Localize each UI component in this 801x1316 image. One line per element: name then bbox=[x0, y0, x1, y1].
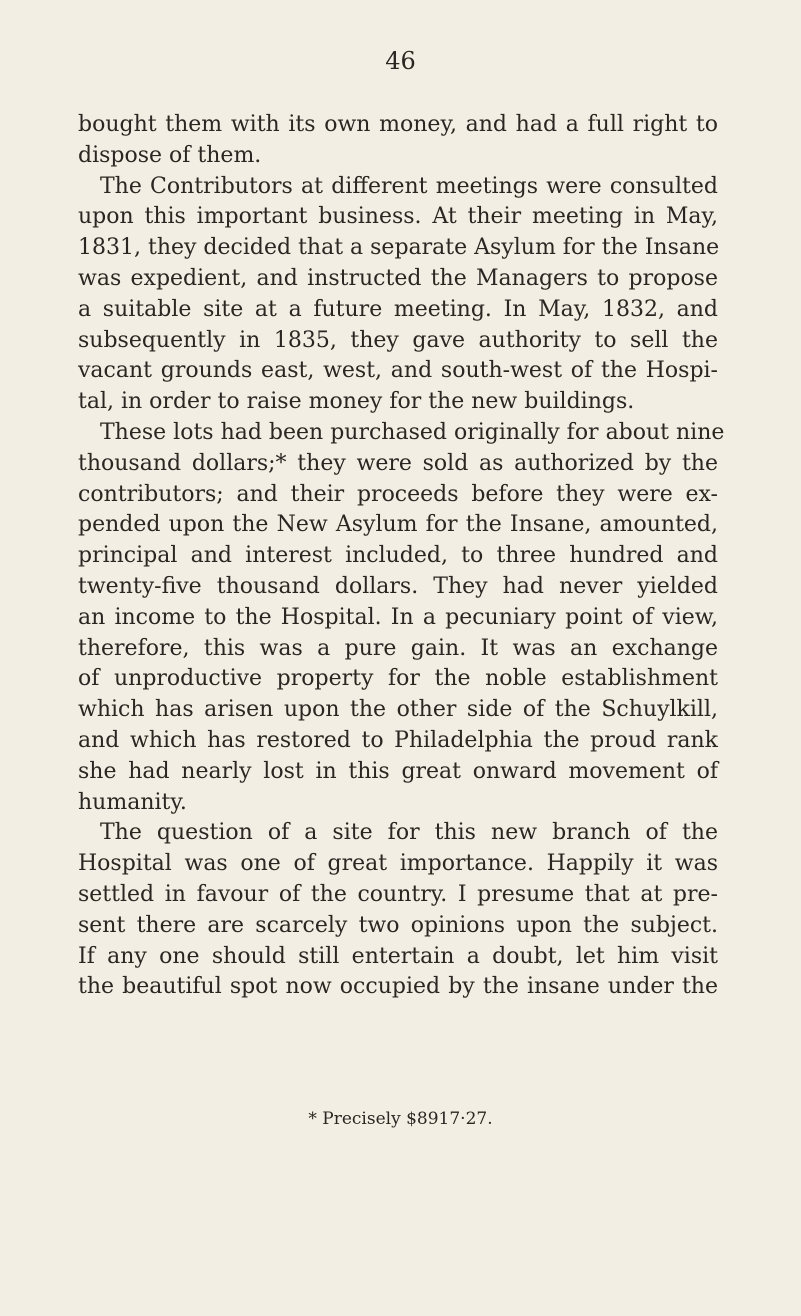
page-number: 46 bbox=[385, 47, 416, 75]
text-line: 1831, they decided that a separate Asylum for the Insane bbox=[78, 235, 720, 261]
text-line: therefore, this was a pure gain. It was an exchange bbox=[78, 635, 718, 661]
text-line: twenty-five thousand dollars. They had never yielded bbox=[78, 573, 718, 599]
text-line: was expedient, and instructed the Managers to propose bbox=[78, 265, 718, 291]
text-line: These lots had been purchased originally for about nine bbox=[100, 419, 725, 445]
footnote: * Precisely $8917·27. bbox=[308, 1109, 493, 1129]
text-line: an income to the Hospital. In a pecuniary point of view, bbox=[78, 604, 718, 630]
text-line: the beautiful spot now occupied by the insane under the bbox=[78, 974, 718, 1000]
text-line: tal, in order to raise money for the new buildings. bbox=[78, 389, 635, 415]
text-line: contributors; and their proceeds before they were ex- bbox=[78, 481, 718, 507]
text-line: Hospital was one of great importance. Happily it was bbox=[78, 851, 718, 877]
text-line: pended upon the New Asylum for the Insane, amounted, bbox=[78, 512, 718, 538]
text-line: a suitable site at a future meeting. In May, 1832, and bbox=[78, 296, 718, 322]
text-line: of unproductive property for the noble establishment bbox=[78, 666, 718, 692]
text-line: If any one should still entertain a doubt, let him visit bbox=[78, 943, 718, 969]
text-line: dispose of them. bbox=[78, 142, 262, 168]
text-line: subsequently in 1835, they gave authority to sell the bbox=[78, 327, 718, 353]
text-line: settled in favour of the country. I presume that at pre- bbox=[78, 881, 718, 907]
text-line: upon this important business. At their meeting in May, bbox=[78, 204, 718, 230]
text-line: which has arisen upon the other side of the Schuylkill, bbox=[78, 697, 718, 723]
body-text bbox=[78, 110, 725, 1003]
text-line: bought them with its own money, and had a full right to bbox=[78, 112, 718, 137]
text-line: principal and interest included, to three hundred and bbox=[78, 543, 718, 569]
text-line: vacant grounds east, west, and south-west of the Hospi- bbox=[78, 358, 718, 384]
text-line: sent there are scarcely two opinions upon the subject. bbox=[78, 912, 718, 938]
text-line: humanity. bbox=[78, 789, 187, 815]
text-line: thousand dollars;* they were sold as authorized by the bbox=[78, 450, 718, 476]
text-line: she had nearly lost in this great onward movement of bbox=[78, 758, 718, 784]
text-line: and which has restored to Philadelphia the proud rank bbox=[78, 727, 718, 753]
text-line: The Contributors at different meetings were consulted bbox=[100, 173, 718, 199]
text-line: The question of a site for this new branch of the bbox=[100, 820, 718, 846]
